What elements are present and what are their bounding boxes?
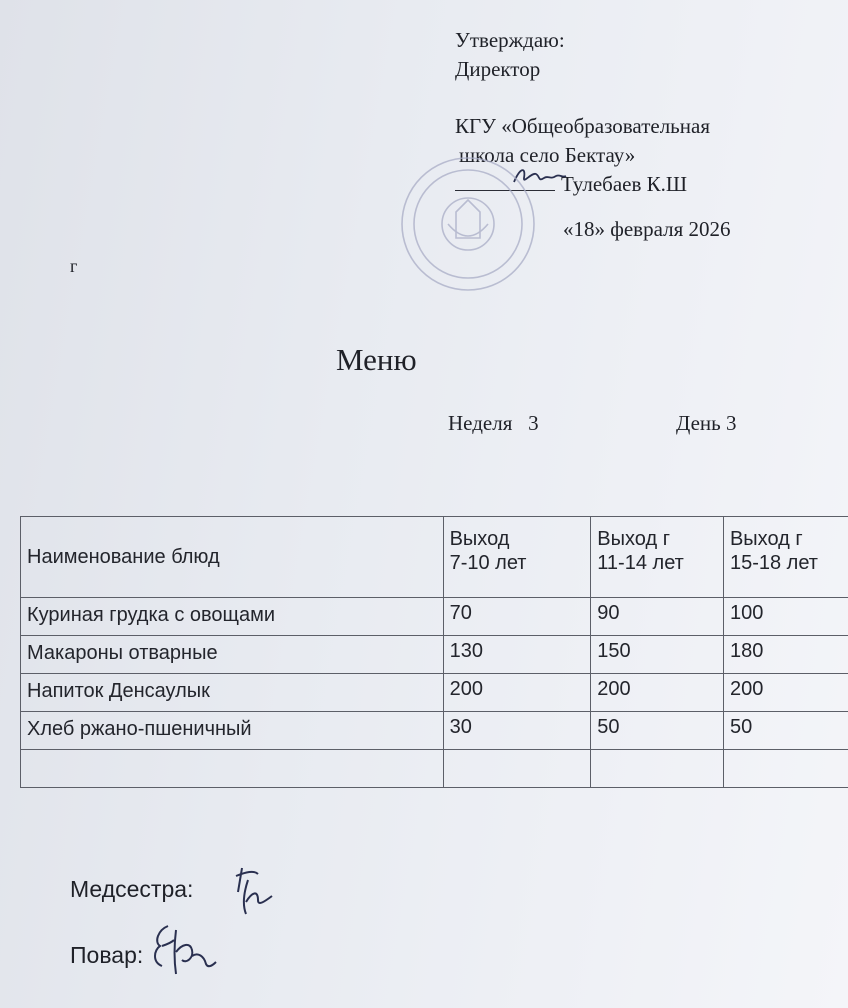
header-output-7-10: Выход 7-10 лет [443,517,591,598]
output-15-18: 180 [723,636,848,674]
dish-name: Хлеб ржано-пшеничный [21,712,444,750]
output-7-10: 70 [443,598,591,636]
output-15-18: 200 [723,674,848,712]
header-dish-name: Наименование блюд [21,517,444,598]
nurse-label: Медсестра: [70,876,194,902]
output-11-14: 50 [591,712,724,750]
output-11-14: 150 [591,636,724,674]
output-11-14: 90 [591,598,724,636]
output-15-18: 100 [723,598,848,636]
approval-date: «18» февраля 2026 [563,217,731,241]
output-7-10: 130 [443,636,591,674]
header-output-11-14: Выход г 11-14 лет [591,517,724,598]
table-row [21,636,848,674]
week-label: Неделя 3 [448,411,539,435]
table-row [21,712,848,750]
week-day-line [448,411,737,436]
approval-org-line-1: КГУ «Общеобразовательная [455,114,710,138]
output-7-10: 200 [443,674,591,712]
output-11-14: 200 [591,674,724,712]
output-15-18: 50 [723,712,848,750]
approval-position: Директор [455,57,541,81]
dish-name [21,750,444,788]
menu-table [20,516,848,788]
page-title: Меню [336,342,417,377]
director-name: Тулебаев К.Ш [561,172,688,196]
output-11-14 [591,750,724,788]
table-row-empty [21,750,848,788]
approval-org-line-2: школа село Бектау» [459,143,636,167]
output-15-18 [723,750,848,788]
header-output-15-18: Выход г 15-18 лет [723,517,848,598]
table-row [21,674,848,712]
dish-name: Макароны отварные [21,636,444,674]
nurse-signature-row [70,876,193,903]
cook-signature-icon [146,916,226,986]
output-7-10: 30 [443,712,591,750]
stamp-icon [396,148,536,298]
cook-signature-row [70,942,143,969]
table-row [21,598,848,636]
cook-label: Повар: [70,942,144,968]
dish-name: Куриная грудка с овощами [21,598,444,636]
year-suffix: г [70,256,78,276]
dish-name: Напиток Денсаулык [21,674,444,712]
nurse-signature-icon [228,862,288,922]
table-header-row [21,517,848,598]
day-label: День 3 [676,411,737,435]
approval-heading: Утверждаю: [455,28,565,52]
output-7-10 [443,750,591,788]
